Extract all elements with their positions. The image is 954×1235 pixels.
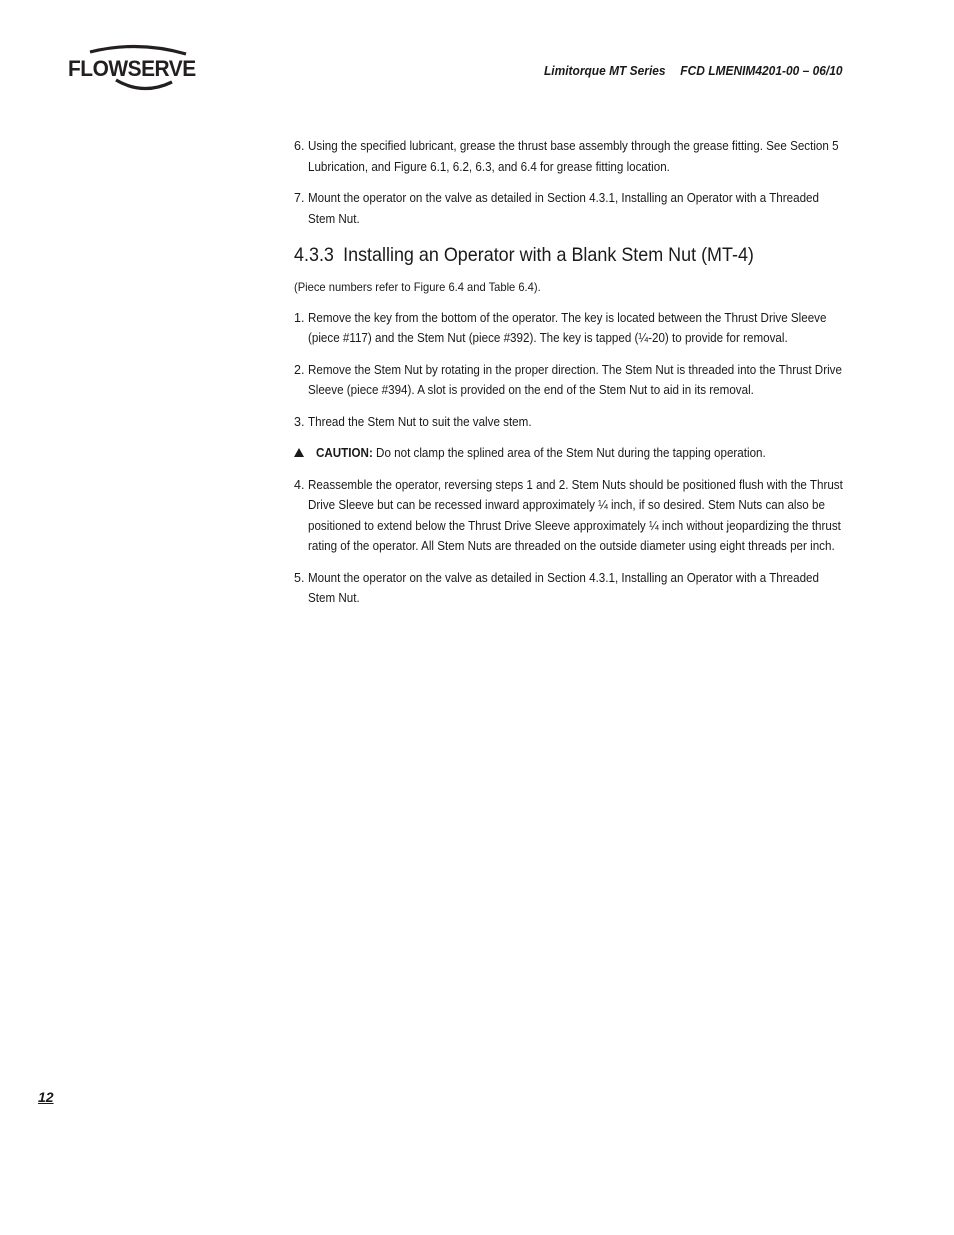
- step-number: 2.: [294, 362, 305, 377]
- step-item: [294, 308, 846, 349]
- step-item: [294, 188, 846, 229]
- note-text: (Piece numbers refer to Figure 6.4 and Table 6.4).: [294, 280, 541, 294]
- section-title: Installing an Operator with a Blank Stem Nut (MT-4): [343, 244, 754, 266]
- piece-note: [294, 277, 846, 298]
- flowserve-logo: [68, 44, 208, 96]
- step-item: [294, 412, 846, 433]
- step-text: Remove the key from the bottom of the operator. The key is located between the Thrust Drive Sleeve (piece #117) and the Stem Nut (piece #392). The key is tapped (¼-20) to provide for removal.: [308, 310, 827, 345]
- step-number: 4.: [294, 477, 305, 492]
- header-series: Limitorque MT Series: [543, 63, 666, 78]
- caution-text: Do not clamp the splined area of the Stem Nut during the tapping operation.: [372, 446, 766, 460]
- step-text: Mount the operator on the valve as detailed in Section 4.3.1, Installing an Operator with a Threaded Stem Nut.: [308, 570, 819, 605]
- step-number: 1.: [294, 310, 305, 325]
- step-number: 5.: [294, 570, 305, 585]
- step-number: 6.: [294, 139, 305, 153]
- step-item: [294, 136, 846, 177]
- step-item: [294, 568, 846, 609]
- warning-triangle-icon: [294, 448, 304, 457]
- caution-label: CAUTION:: [316, 446, 373, 460]
- logo-text: FLOWSERVE: [68, 56, 196, 81]
- step-number: 3.: [294, 414, 305, 429]
- step-text: Thread the Stem Nut to suit the valve stem.: [308, 414, 532, 429]
- step-text: Mount the operator on the valve as detailed in Section 4.3.1, Installing an Operator with a Threaded Stem Nut.: [308, 191, 819, 226]
- caution-note: [294, 443, 846, 464]
- main-content: [294, 136, 846, 620]
- header-doc-code: FCD LMENIM4201-00 – 06/10: [679, 63, 842, 78]
- step-item: [294, 360, 846, 401]
- step-item: [294, 475, 846, 557]
- page-header: [543, 63, 842, 78]
- step-number: 7.: [294, 191, 305, 205]
- section-heading: [294, 243, 802, 267]
- step-text: Remove the Stem Nut by rotating in the proper direction. The Stem Nut is threaded into the Thrust Drive Sleeve (piece #394). A slot is provided on the end of the Stem Nut to aid in its removal.: [308, 362, 842, 397]
- page-number: 12: [38, 1089, 54, 1105]
- step-text: Using the specified lubricant, grease the thrust base assembly through the grease fitting. See Section 5 Lubrication, and Figure 6.1, 6.2, 6.3, and 6.4 for grease fitting location.: [308, 139, 839, 174]
- step-text: Reassemble the operator, reversing steps 1 and 2. Stem Nuts should be positioned flush with the Thrust Drive Sleeve but can be recessed inward approximately ¼ inch, if so desired. Stem Nuts can also be positioned to extend below the Thrust Drive Sleeve approximately ¼ inch without jeopardizing the thrust rating of the operator. All Stem Nuts are threaded on the outside diameter using eight threads per inch.: [308, 477, 843, 553]
- section-number: 4.3.3: [294, 244, 334, 266]
